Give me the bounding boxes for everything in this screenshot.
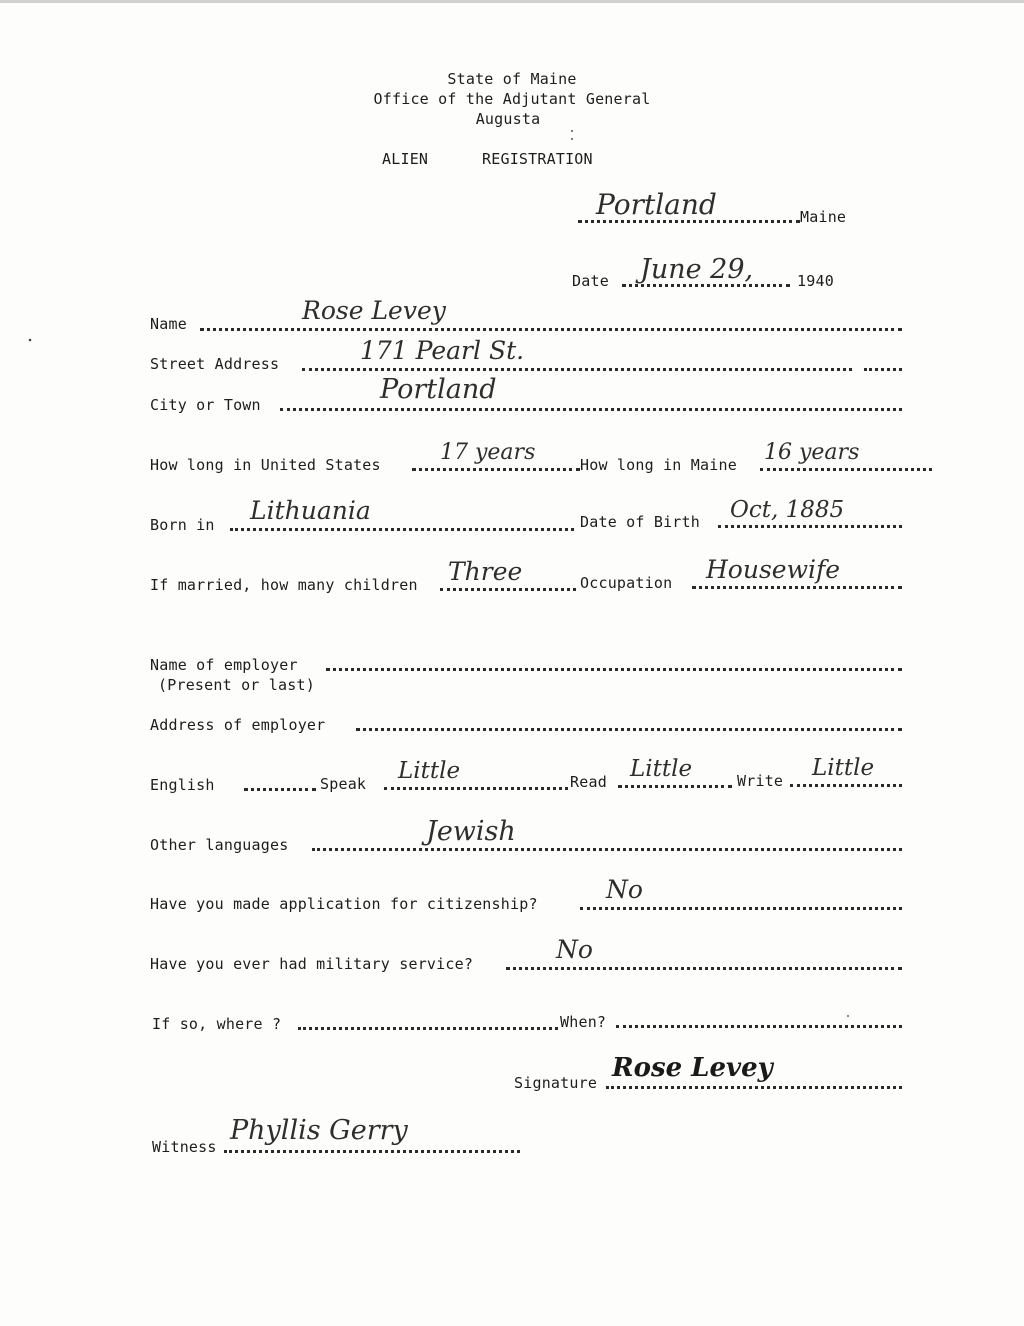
form-title-alien: ALIEN: [382, 150, 429, 168]
date-value: June 29,: [640, 254, 754, 285]
read-label: Read: [570, 773, 607, 791]
header-office: Office of the Adjutant General: [373, 90, 651, 108]
born-in-label: Born in: [150, 516, 215, 534]
employer-name-label: Name of employer: [150, 656, 298, 674]
header-state: State of Maine: [447, 70, 577, 88]
place-suffix: Maine: [800, 208, 847, 226]
top-edge-shadow: [0, 0, 1024, 3]
occupation-label: Occupation: [580, 574, 673, 592]
speck-mark: [571, 138, 573, 140]
speak-value: Little: [398, 758, 461, 784]
children-label: If married, how many children: [150, 576, 418, 594]
speck-mark: [571, 130, 573, 132]
date-year: 1940: [797, 272, 834, 290]
if-so-where-label: If so, where ?: [152, 1015, 282, 1033]
how-long-us-label: How long in United States: [150, 456, 381, 474]
form-title-registration: REGISTRATION: [482, 150, 593, 168]
citizenship-label: Have you made application for citizenship?: [150, 895, 538, 913]
how-long-us-value: 17 years: [440, 440, 536, 465]
city-value: Portland: [380, 374, 497, 405]
when-label: When?: [560, 1013, 607, 1031]
military-value: No: [556, 935, 593, 964]
street-label: Street Address: [150, 355, 280, 373]
street-value: 171 Pearl St.: [360, 336, 525, 365]
citizenship-value: No: [606, 875, 643, 904]
occupation-value: Housewife: [706, 555, 841, 584]
date-of-birth-value: Oct, 1885: [730, 497, 845, 523]
speck-mark: [29, 339, 32, 342]
place-value: Portland: [596, 188, 717, 221]
english-label: English: [150, 776, 215, 794]
other-languages-value: Jewish: [426, 816, 516, 847]
signature-value: Rose Levey: [612, 1053, 773, 1083]
military-label: Have you ever had military service?: [150, 955, 474, 973]
write-value: Little: [812, 755, 875, 781]
signature-label: Signature: [514, 1074, 598, 1092]
other-languages-label: Other languages: [150, 836, 289, 854]
how-long-maine-value: 16 years: [764, 440, 860, 465]
date-of-birth-label: Date of Birth: [580, 513, 700, 531]
date-label: Date: [572, 272, 609, 290]
write-label: Write: [737, 772, 784, 790]
speak-label: Speak: [320, 775, 367, 793]
how-long-maine-label: How long in Maine: [580, 456, 737, 474]
read-value: Little: [630, 756, 693, 782]
witness-value: Phyllis Gerry: [230, 1115, 408, 1146]
header-city: Augusta: [475, 110, 541, 128]
children-value: Three: [448, 557, 523, 586]
speck-mark: [847, 1015, 849, 1017]
witness-label: Witness: [152, 1138, 217, 1156]
city-label: City or Town: [150, 396, 261, 414]
employer-address-label: Address of employer: [150, 716, 326, 734]
born-in-value: Lithuania: [250, 496, 371, 525]
name-label: Name: [150, 315, 187, 333]
name-value: Rose Levey: [302, 296, 446, 325]
employer-name-sublabel: (Present or last): [158, 676, 315, 694]
